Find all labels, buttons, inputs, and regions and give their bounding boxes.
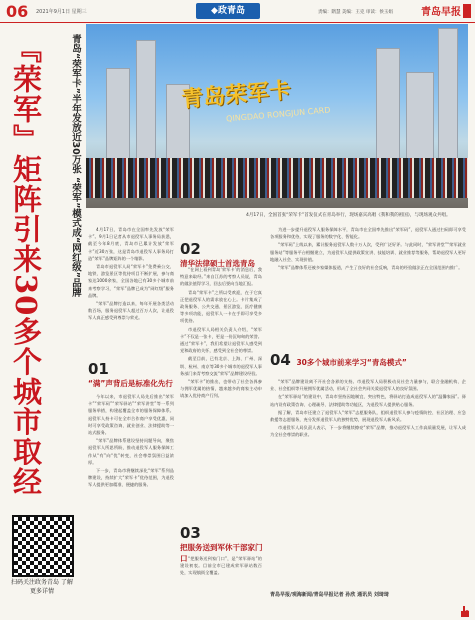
paragraph: 截至目前，已有北京、上海、广州、深圳、杭州、南京等30多个城市的退役军人事务部门来青考察交流“荣军”品牌建设经验。 — [180, 356, 262, 376]
photo-caption: 4月17日，全国首张“荣军卡”首发仪式在青岛举行，现场嘉宾高唱《我和我的祖国》，与现场观众共唱。 — [246, 213, 451, 218]
section-number: 01 — [88, 360, 109, 378]
paragraph: “把服务送到家门口”，是“荣军驿站”的建设初衷。目前全市已建成荣军驿站数百处，实现镇街全覆盖。 — [180, 556, 262, 576]
article-column-2c — [180, 555, 262, 603]
paragraph: “在网上看到青岛‘荣军卡’的消息后，我特意来取经。”来自江苏的考察人员说，青岛的做法值得学习，回去后要向当地汇报。 — [180, 267, 262, 287]
building — [438, 28, 458, 170]
section-heading-4 — [270, 350, 466, 369]
building — [376, 48, 400, 170]
newspaper-brand: 青岛早报 — [421, 7, 461, 18]
paragraph: “荣军”品牌体系还被多家媒体报道，产生了良好的社会反响，青岛的经验做法正在全国范围内推广。 — [278, 265, 463, 271]
paragraph: 青岛市退役军人局“荣军卡”免费乘公交、地铁、游览景区等优待项目不断扩展，参与商家达1000余家，全国各地已有30多个城市前来考察学习，“荣军”品牌已成为“网红级”服务品牌。 — [88, 264, 174, 298]
photo-banner-text: 青岛荣军卡 — [180, 78, 293, 113]
building — [136, 40, 156, 170]
section-number: 03 — [180, 524, 201, 542]
headline-subtitle: 青岛“荣军卡”半年发放近30万张 “荣军”模式成“网红级”品牌 — [70, 34, 81, 297]
paragraph: 据了解，青岛市还建立了退役军人“荣军”志愿服务队，组织退役军人参与疫情防控、社区治理、应急救援等志愿服务，充分发挥退役军人的独特优势，展现退役军人新风采。 — [270, 409, 466, 423]
paragraph: 4月17日，青岛市在全国率先发放“荣军卡”。9月1日记者从市退役军人事务局获悉，截至今年8月底，青岛市已累计发放“荣军卡”近30万张，这是青岛市退役军人事务局打造“荣军”品牌矩阵的一个缩影。 — [88, 227, 174, 261]
section-title: 30多个城市前来学习“青岛模式” — [296, 358, 407, 367]
page-header — [0, 0, 475, 23]
article-byline: 青岛早报/观海新闻/青岛早报记者 孙欣 通讯员 刘琦琦 — [270, 592, 389, 598]
paragraph: “荣军”品牌体系建设坚持问题导向，聚焦退役军人所思所盼，推动退役军人服务保障工作从“有”向“优”转变，社会尊崇氛围日益浓厚。 — [88, 438, 174, 465]
crowd — [86, 158, 468, 198]
paragraph: 市退役军人局负责人表示，下一步将继续擦亮“荣军”品牌，推动退役军人工作高质量发展，让军人成为全社会尊崇的职业。 — [270, 425, 466, 438]
editor-credits: 责编：隋慧 美编：王克 审读：侯玉娟 — [318, 10, 393, 15]
photo-banner-sub: QINGDAO RONGJUN CARD — [225, 105, 331, 124]
section-heading-1 — [88, 360, 174, 389]
qr-code[interactable] — [12, 515, 74, 577]
paragraph: 青岛“荣军卡”之所以受欢迎，在于它真正把退役军人的需求放在心上。卡片集成了政务服务、公共交通、景区游览、医疗健康等多项功能，退役军人一卡在手即可享受多项优待。 — [180, 289, 262, 324]
paragraph: 在“荣军驿站”的建设中，青岛市坚持因地制宜、突出特色，将驿站打造成退役军人的“温馨家园”。驿站内设有政策咨询、心理疏导、法律援助等功能区，为退役军人提供贴心服务。 — [270, 394, 466, 407]
section-title: “满”声背后是标准化先行 — [88, 379, 173, 388]
paragraph: “荣军卡”的推出，也带动了社会各界参与拥军优属的热情，越来越多的商家主动申请加入优待商户行列。 — [180, 379, 262, 399]
paragraph: “荣军”品牌打造以来，每年开展各类活动数百场，服务退役军人超过百万人次，让退役军人真正感受到尊崇与荣光。 — [88, 301, 174, 321]
brand-bar — [463, 4, 471, 18]
main-headline: 『荣军』矩阵引来30多个城市取经 — [9, 34, 43, 497]
paragraph: 今年以来，市退役军人局先后推出“荣军卡”“荣军码”“荣军驿站”“荣军讲堂”等一系列服务举措，构建起覆盖全市的服务保障体系。退役军人持卡可在全市合作商户享受优惠，同时可享受政策咨询、就业创业、法律援助等一站式服务。 — [88, 394, 174, 436]
building — [406, 72, 434, 170]
section-title: 清华法律硕士首选青岛 — [180, 259, 255, 268]
article-column-3 — [270, 226, 466, 338]
section-number: 04 — [270, 351, 291, 369]
paragraph: “荣军”品牌建设离不开社会各界的支持。市退役军人局积极动员社会力量参与，联合金融机构、企业、社会组织等开展拥军优属活动，形成了全社会共同关爱退役军人的良好氛围。 — [270, 379, 466, 392]
paragraph: 为进一步提升退役军人服务保障水平，青岛市在全国率先推出“荣军码”，退役军人通过扫码即可享受各项服务和优待，实现了服务的数字化、智能化。 — [270, 227, 466, 240]
page-number: 06 — [6, 2, 29, 21]
section-heading-2 — [180, 240, 266, 269]
hand-icon — [458, 604, 472, 618]
qr-caption: 扫码关注政务青岛 了解更多详情 — [11, 579, 73, 595]
article-column-2 — [180, 266, 262, 506]
paragraph: “荣军码”上线以来，累计服务退役军人数十万人次，受到广泛好评。与此同时，“荣军讲堂”“荣军就业服务站”等服务平台相继建立，为退役军人提供政策宣讲、技能培训、就业推荐等服务，帮助退役军人更好地融入社会、实现价值。 — [270, 242, 466, 262]
section-number: 02 — [180, 240, 201, 258]
paragraph: 市退役军人局相关负责人介绍，“荣军卡”不仅是一张卡，更是一份沉甸甸的荣誉。通过“荣军卡”，我们希望让退役军人感受到党和政府的关怀，感受到全社会的尊崇。 — [180, 326, 262, 354]
section-title: 把服务送到军休干部家门口 — [180, 543, 263, 563]
issue-date: 2021年9月1日 星期三 — [36, 9, 87, 15]
building — [106, 68, 130, 170]
paragraph: 下一步，青岛市将继续深化“荣军”系列品牌建设，持续扩大“荣军卡”优待范围，为退役军人提供更加精准、便捷的服务。 — [88, 468, 174, 488]
section-tag: ◆政青岛 — [196, 3, 260, 19]
article-column-3b — [270, 378, 466, 590]
lead-photo — [86, 24, 468, 208]
article-column-1b — [88, 393, 174, 601]
